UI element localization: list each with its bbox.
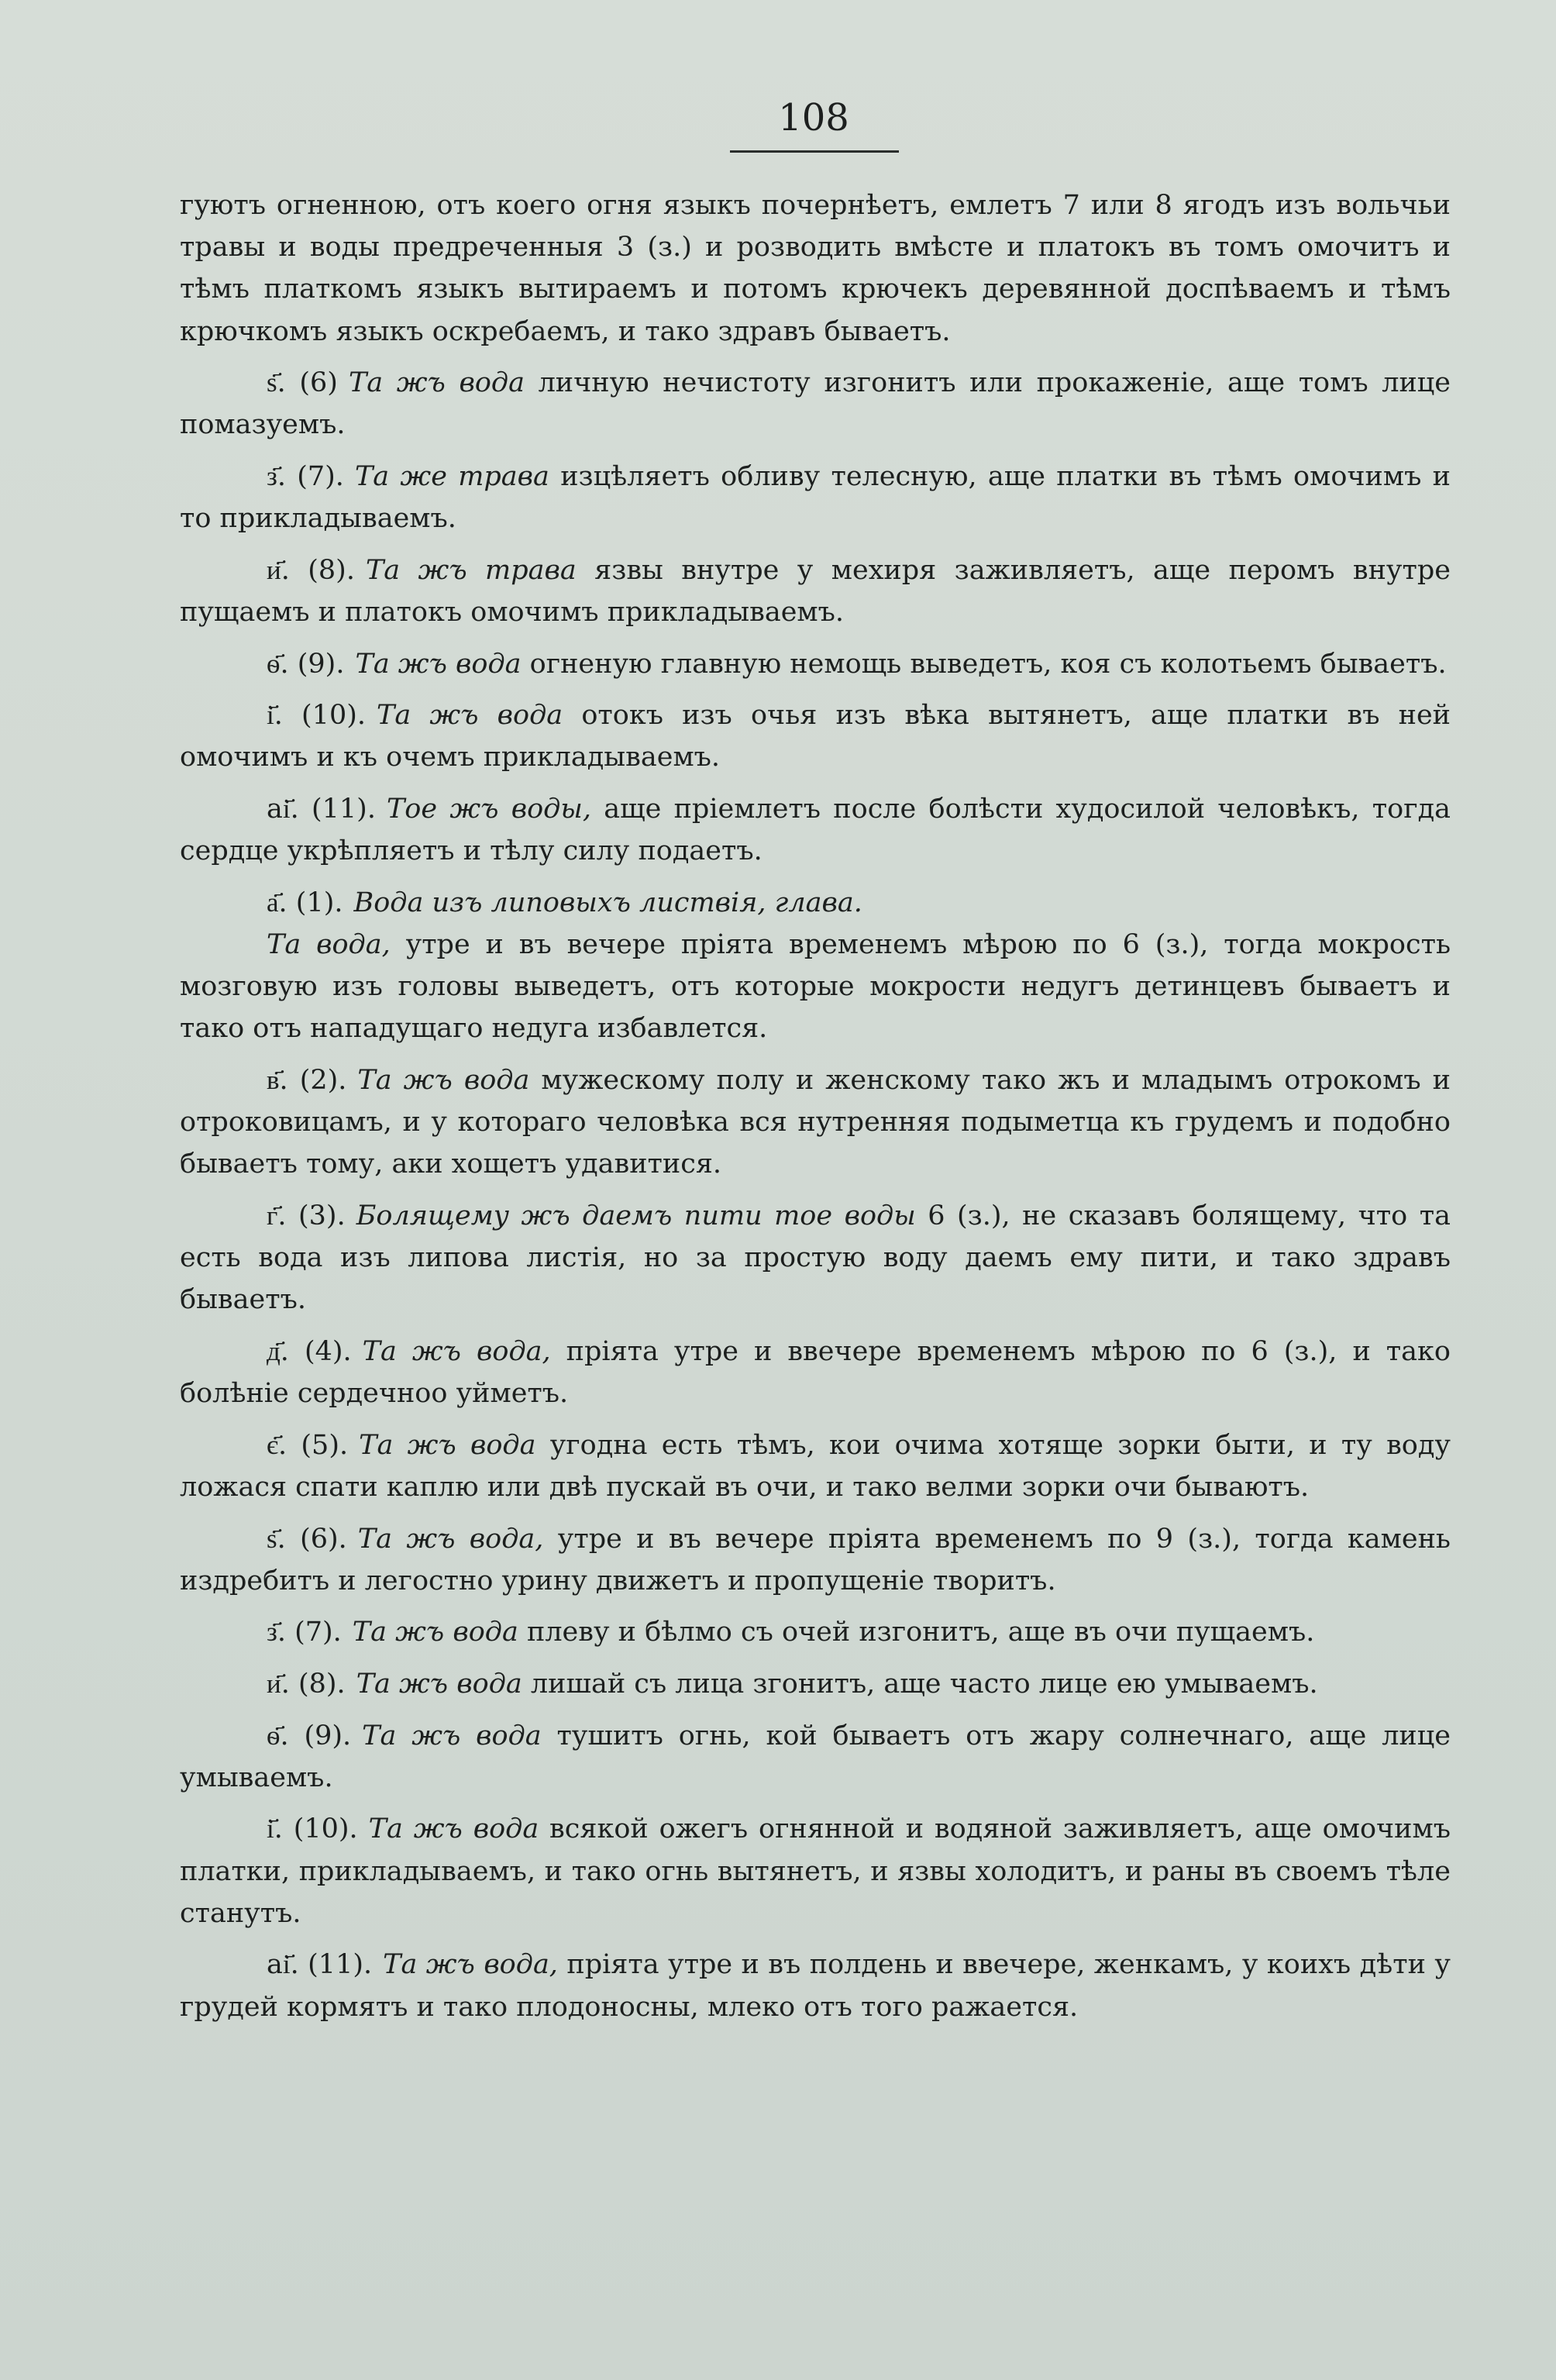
paragraph-text: 6 (з.), не сказавъ болящему, что та есть вода изъ липова листія, но за простую воду даемъ ему пити, и тако здравъ бываетъ.	[180, 1200, 1451, 1316]
paragraph-number: д҃. (4).	[267, 1335, 352, 1367]
paragraph-number: є҃. (5).	[267, 1429, 349, 1461]
paragraph	[180, 1331, 1451, 1414]
paragraph-number: а҃. (1).	[267, 887, 343, 918]
paragraph-italic-phrase: Та жъ вода	[348, 367, 525, 399]
paragraph-italic-phrase: Та жъ вода	[368, 1813, 539, 1845]
paragraph-number: з҃. (7).	[267, 461, 344, 492]
paragraph-number: г҃. (3).	[267, 1200, 346, 1231]
paragraph-text: утре и въ вечере пріята временемъ по 9 (з.), тогда камень издребитъ и легостно урину движетъ и пропущеніе творитъ.	[180, 1523, 1451, 1596]
paragraph-number: ѳ҃. (9).	[267, 1720, 352, 1751]
paragraph-text: пріята утре и ввечере временемъ мѣрою по 6 (з.), и тако болѣніе сердечноо уйметъ.	[180, 1335, 1451, 1410]
paragraph-italic-phrase: Та жъ вода,	[383, 1949, 558, 1981]
paragraph	[180, 924, 1451, 1050]
paragraph-italic-phrase: Та вода,	[267, 928, 391, 960]
paragraph-number: аі҃. (11).	[267, 793, 376, 825]
paragraph-text: огненую главную немощь выведетъ, коя съ колотьемъ бываетъ.	[521, 648, 1447, 680]
paragraph	[180, 1424, 1451, 1508]
paragraph-number: и҃. (8).	[267, 554, 355, 586]
paragraph-text: пріята утре и въ полдень и ввечере, женкамъ, у коихъ дѣти у грудей кормятъ и тако плодоносны, млеко отъ того ражается.	[180, 1949, 1451, 2023]
paragraph-number: и҃. (8).	[267, 1668, 346, 1700]
paragraph-number: ѕ҃. (6)	[267, 367, 338, 399]
section-heading-title: Вода изъ липовыхъ листвія, глава.	[353, 887, 862, 918]
paragraph	[180, 643, 1451, 685]
paragraph-text: утре и въ вечере пріята временемъ мѣрою по 6 (з.), тогда мокрость мозговую изъ головы выведетъ, отъ которые мокрости недугъ детинцевъ бываетъ и тако отъ нападущаго недуга избавлется.	[180, 928, 1451, 1045]
paragraph-number: ѕ҃. (6).	[267, 1523, 347, 1555]
paragraph-number: з҃. (7).	[267, 1617, 342, 1648]
body-text	[180, 184, 1451, 2037]
paragraph	[180, 1944, 1451, 2027]
paragraph-text: личную нечистоту изгонитъ или прокаженіе, аще томъ лице помазуемъ.	[180, 367, 1451, 441]
paragraph	[180, 1663, 1451, 1705]
paragraph-number: ѳ҃. (9).	[267, 648, 345, 680]
paragraph	[180, 788, 1451, 872]
paragraph	[180, 694, 1451, 778]
paragraph-italic-phrase: Та же трава	[354, 461, 549, 492]
paragraph	[180, 184, 1451, 353]
paragraph-text: отокъ изъ очья изъ вѣка вытянетъ, аще платки въ ней омочимъ и къ очемъ прикладываемъ.	[180, 700, 1451, 773]
paragraph-italic-phrase: Та жъ трава	[365, 554, 577, 586]
section-heading	[180, 882, 1451, 924]
paragraph	[180, 456, 1451, 539]
paragraph-text: плеву и бѣлмо съ очей изгонитъ, аще въ очи пущаемъ.	[518, 1617, 1315, 1648]
paragraph-italic-phrase: Та жъ вода	[357, 1064, 530, 1096]
paragraph-italic-phrase: Болящему жъ даемъ пити тое воды	[356, 1200, 916, 1231]
paragraph-number: і҃. (10).	[267, 1813, 358, 1845]
paragraph-text: угодна есть тѣмъ, кои очима хотяще зорки быти, и ту воду ложася спати каплю или двѣ пускай въ очи, и тако велми зорки очи бываютъ.	[180, 1429, 1451, 1503]
paragraph	[180, 362, 1451, 446]
paragraph-text: аще пріемлетъ после болѣсти худосилой человѣкъ, тогда сердце укрѣпляетъ и тѣлу силу подаетъ.	[180, 793, 1451, 867]
paragraph	[180, 1195, 1451, 1321]
paragraph	[180, 1808, 1451, 1934]
paragraph-number: в҃. (2).	[267, 1064, 347, 1096]
paragraph-italic-phrase: Та жъ вода	[355, 648, 522, 680]
paragraph-italic-phrase: Тое жъ воды,	[386, 793, 591, 825]
paragraph-italic-phrase: Та жъ вода,	[362, 1335, 551, 1367]
paragraph-text: гуютъ огненною, отъ коего огня языкъ почернѣетъ, емлетъ 7 или 8 ягодъ изъ вольчьи травы и воды предреченныя 3 (з.) и розводить вмѣсте и платокъ въ томъ омочитъ и тѣмъ платкомъ языкъ вытираемъ и потомъ крючекъ деревянной доспѣваемъ и тѣмъ крючкомъ языкъ оскребаемъ, и тако здравъ бываетъ.	[180, 190, 1451, 347]
paragraph-italic-phrase: Та жъ вода	[377, 700, 563, 732]
paragraph-text: изцѣляетъ обливу телесную, аще платки въ тѣмъ омочимъ и то прикладываемъ.	[180, 461, 1451, 535]
paragraph-text: лишай съ лица згонитъ, аще часто лице ею умываемъ.	[522, 1668, 1318, 1700]
paragraph-text: тушитъ огнь, кой бываетъ отъ жару солнечнаго, аще лице умываемъ.	[180, 1720, 1451, 1793]
paragraph-italic-phrase: Та жъ вода,	[357, 1523, 544, 1555]
paragraph-text: всякой ожегъ огнянной и водяной заживляетъ, аще омочимъ платки, прикладываемъ, и тако огнь вытянетъ, и язвы холодитъ, и раны въ своемъ тѣле станутъ.	[180, 1813, 1451, 1929]
paragraph-italic-phrase: Та жъ вода	[356, 1668, 522, 1700]
paragraph-number: аі҃. (11).	[267, 1949, 373, 1981]
paragraph	[180, 1715, 1451, 1799]
paragraph	[180, 1059, 1451, 1186]
page-number: 108	[778, 96, 849, 139]
paragraph-number: і҃. (10).	[267, 700, 366, 732]
paragraph	[180, 1611, 1451, 1653]
page-number-rule	[730, 150, 899, 153]
paragraph-italic-phrase: Та жъ вода	[362, 1720, 542, 1751]
paragraph-italic-phrase: Та жъ вода	[359, 1429, 536, 1461]
paragraph-text: язвы внутре у мехиря заживляетъ, аще перомъ внутре пущаемъ и платокъ омочимъ прикладываемъ.	[180, 554, 1451, 628]
paragraph-text: мужескому полу и женскому тако жъ и младымъ отрокомъ и отроковицамъ, и у котораго человѣка вся нутренняя подыметца къ грудемъ и подобно бываетъ тому, аки хощетъ удавитися.	[180, 1064, 1451, 1180]
paragraph	[180, 1518, 1451, 1602]
paragraph-italic-phrase: Та жъ вода	[352, 1617, 518, 1648]
paragraph	[180, 549, 1451, 633]
